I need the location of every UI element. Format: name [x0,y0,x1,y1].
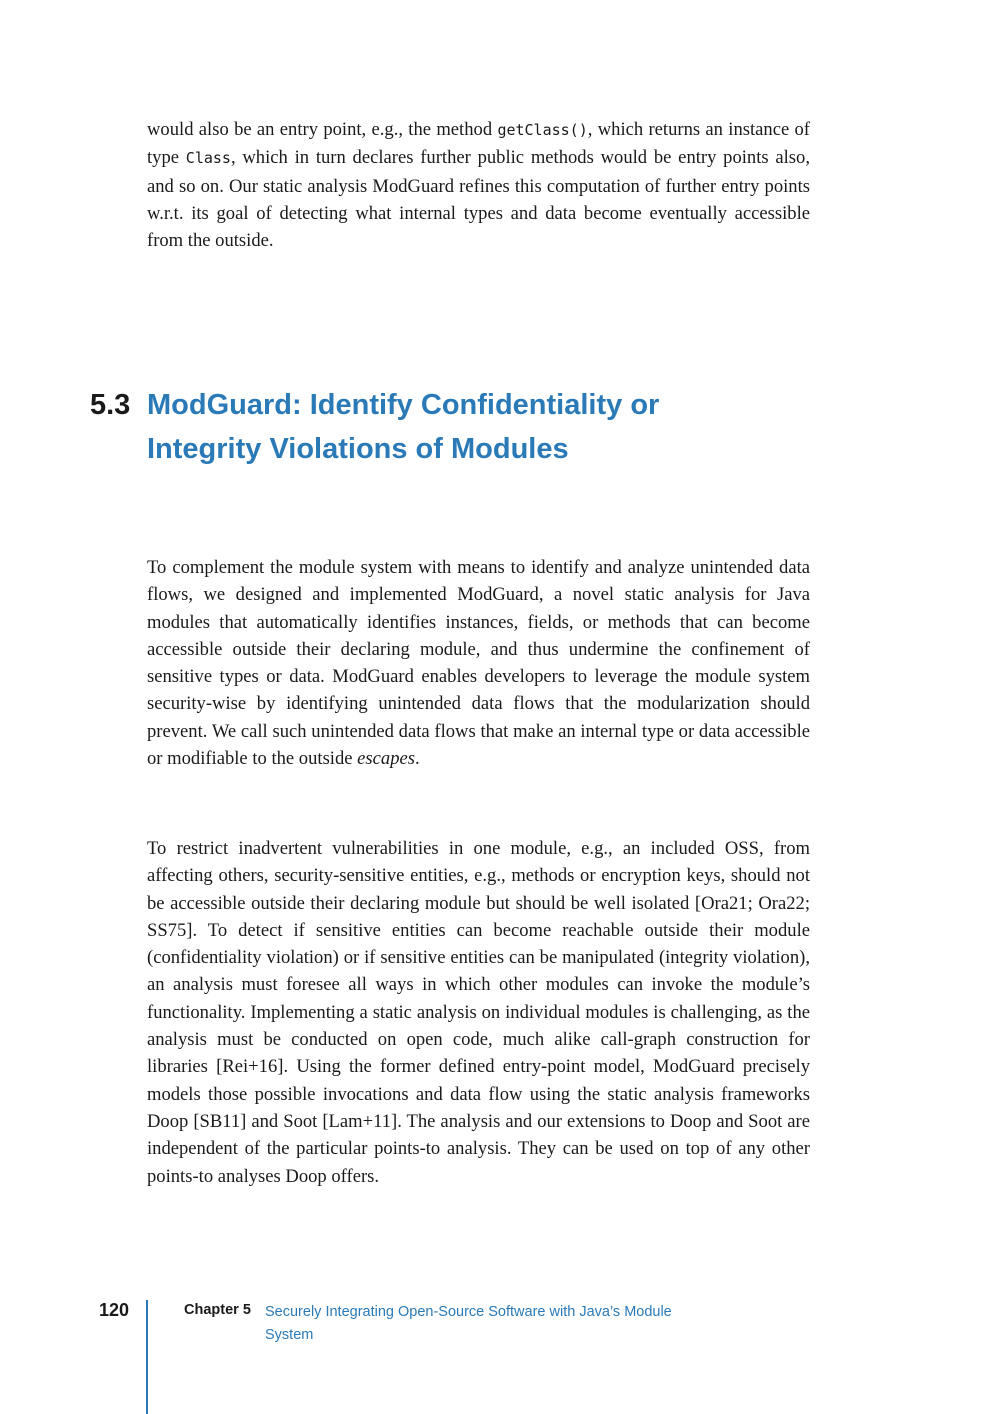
paragraph-entry-points [147,116,810,254]
p1-text-b: , which returns an instance of type [147,119,811,169]
p2-emphasis-escapes: escapes [357,748,415,770]
footer-chapter-title: Securely Integrating Open-Source Software with Java’s Module System [265,1304,672,1343]
section-title: ModGuard: Identify Confidentiality or Integrity Violations of Modules [147,389,660,465]
code-class: Class [185,149,231,168]
section-heading [90,383,790,471]
p2-text: To complement the module system with means to identify and analyze unintended data flows, we designed and implemented ModGuard, a novel static analysis for Java modules that automatically identifies instances, fields, or methods that can become accessible outside their declaring module, and thus undermine the confinement of sensitive types or data. ModGuard enables developers to leverage the module system security-wise by identifying unintended data flows that the modularization should prevent. We call such unintended data flows that make an internal type or data accessible or modifiable to the outside [147,557,810,770]
footer-chapter-label: Chapter 5 [184,1302,251,1318]
paragraph-modguard-intro [147,554,810,772]
section-number: 5.3 [90,389,131,421]
p1-text-c: , which in turn declares further public methods would be entry points also, and so on. Our static analysis ModGuard refines this computation of further entry points w.r.t. its goal of detecting what internal types and data become eventually accessible from the outside. [147,147,810,252]
p1-text-a: would also be an entry point, e.g., the method [147,119,498,140]
page-number: 120 [99,1300,130,1320]
footer-divider [146,1300,148,1414]
paragraph-vulnerabilities [147,835,810,1190]
code-getclass: getClass() [497,121,588,139]
p2-end: . [415,748,420,770]
p3-text: To restrict inadvertent vulnerabilities in one module, e.g., an included OSS, from affecting others, security-sensitive entities, e.g., methods or encryption keys, should not be accessible outside their declaring module but should be well isolated [Ora21; Ora22; SS75]. To detect if sensitive entities can become reachable outside their module (confidentiality violation) or if sensitive entities can be manipulated (integrity violation), an analysis must foresee all ways in which other modules can invoke the module’s functionality. Implementing a static analysis on individual modules is challenging, as the analysis must be conducted on open code, much alike call-graph construction for libraries [Rei+16]. Using the former defined entry-point model, ModGuard precisely models those possible invocations and data flow using the static analysis frameworks Doop [SB11] and Soot [Lam+11]. The analysis and our extensions to Doop and Soot are independent of the particular points-to analysis. They can be used on top of any other points-to analyses Doop offers. [147,838,810,1187]
